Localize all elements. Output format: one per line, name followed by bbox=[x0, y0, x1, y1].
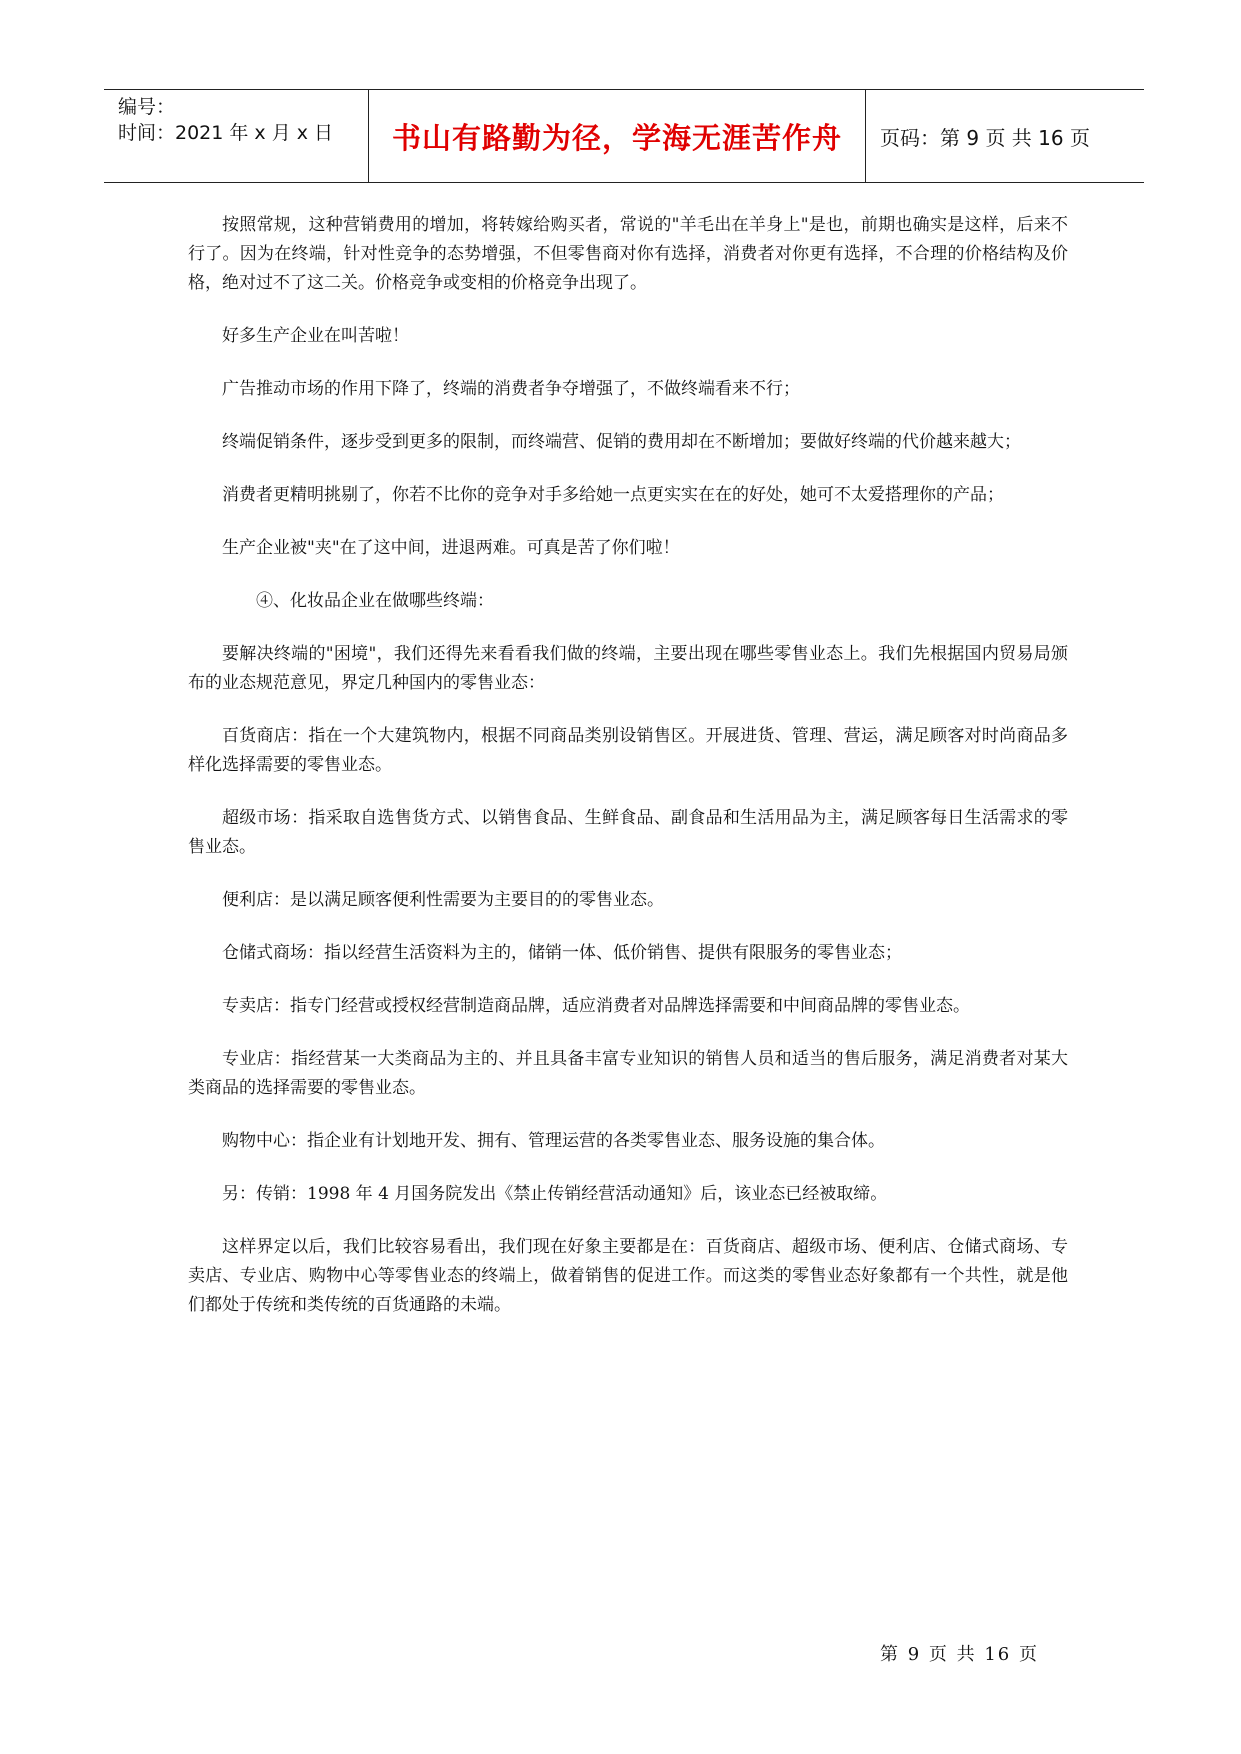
paragraph: 超级市场：指采取自选售货方式、以销售食品、生鲜食品、副食品和生活用品为主，满足顾客每日生活需求的零售业态。 bbox=[188, 808, 1068, 857]
document-date: 时间：2021 年 x 月 x 日 bbox=[118, 122, 334, 144]
header-meta-cell bbox=[104, 90, 369, 182]
paragraph: 这样界定以后，我们比较容易看出，我们现在好象主要都是在：百货商店、超级市场、便利店、仓储式商场、专卖店、专业店、购物中心等零售业态的终端上，做着销售的促进工作。而这类的零售业态好象都有一个共性，就是他们都处于传统和类传统的百货通路的未端。 bbox=[188, 1237, 1068, 1315]
document-body bbox=[188, 211, 1068, 1344]
document-number-label: 编号： bbox=[118, 96, 176, 118]
footer-page-number: 第 9 页 共 16 页 bbox=[880, 1644, 1039, 1665]
paragraph: 终端促销条件，逐步受到更多的限制，而终端营、促销的费用却在不断增加；要做好终端的代价越来越大； bbox=[222, 432, 1021, 452]
header-page-cell bbox=[866, 90, 1144, 182]
section-heading: ④、化妆品企业在做哪些终端： bbox=[256, 591, 494, 611]
paragraph: 专业店：指经营某一大类商品为主的、并且具备丰富专业知识的销售人员和适当的售后服务，满足消费者对某大类商品的选择需要的零售业态。 bbox=[188, 1049, 1068, 1098]
paragraph: 购物中心：指企业有计划地开发、拥有、管理运营的各类零售业态、服务设施的集合体。 bbox=[222, 1131, 885, 1151]
header-motto: 书山有路勤为径，学海无涯苦作舟 bbox=[391, 120, 842, 155]
paragraph: 百货商店：指在一个大建筑物内，根据不同商品类别设销售区。开展进货、管理、营运，满足顾客对时尚商品多样化选择需要的零售业态。 bbox=[188, 726, 1068, 775]
paragraph: 生产企业被"夹"在了这中间，进退两难。可真是苦了你们啦！ bbox=[222, 538, 680, 558]
page-footer bbox=[880, 1640, 1080, 1666]
paragraph: 要解决终端的"困境"，我们还得先来看看我们做的终端，主要出现在哪些零售业态上。我们先根据国内贸易局颁布的业态规范意见，界定几种国内的零售业态： bbox=[188, 644, 1068, 693]
paragraph: 仓储式商场：指以经营生活资料为主的，储销一体、低价销售、提供有限服务的零售业态； bbox=[222, 943, 902, 963]
paragraph: 消费者更精明挑剔了，你若不比你的竞争对手多给她一点更实实在在的好处，她可不太爱搭理你的产品； bbox=[222, 485, 1004, 505]
paragraph: 专卖店：指专门经营或授权经营制造商品牌，适应消费者对品牌选择需要和中间商品牌的零售业态。 bbox=[222, 996, 970, 1016]
paragraph: 按照常规，这种营销费用的增加，将转嫁给购买者，常说的"羊毛出在羊身上"是也，前期也确实是这样，后来不行了。因为在终端，针对性竞争的态势增强，不但零售商对你有选择，消费者对你更有选择，不合理的价格结构及价格，绝对过不了这二关。价格竞争或变相的价格竞争出现了。 bbox=[188, 215, 1068, 293]
paragraph: 便利店：是以满足顾客便利性需要为主要目的的零售业态。 bbox=[222, 890, 664, 910]
paragraph: 好多生产企业在叫苦啦！ bbox=[222, 326, 409, 346]
paragraph: 另：传销：1998 年 4 月国务院发出《禁止传销经营活动通知》后，该业态已经被取缔。 bbox=[222, 1184, 888, 1204]
page-header bbox=[104, 89, 1144, 183]
header-page-info: 页码：第 9 页 共 16 页 bbox=[880, 125, 1090, 150]
paragraph: 广告推动市场的作用下降了，终端的消费者争夺增强了，不做终端看来不行； bbox=[222, 379, 800, 399]
header-motto-cell bbox=[369, 90, 866, 182]
